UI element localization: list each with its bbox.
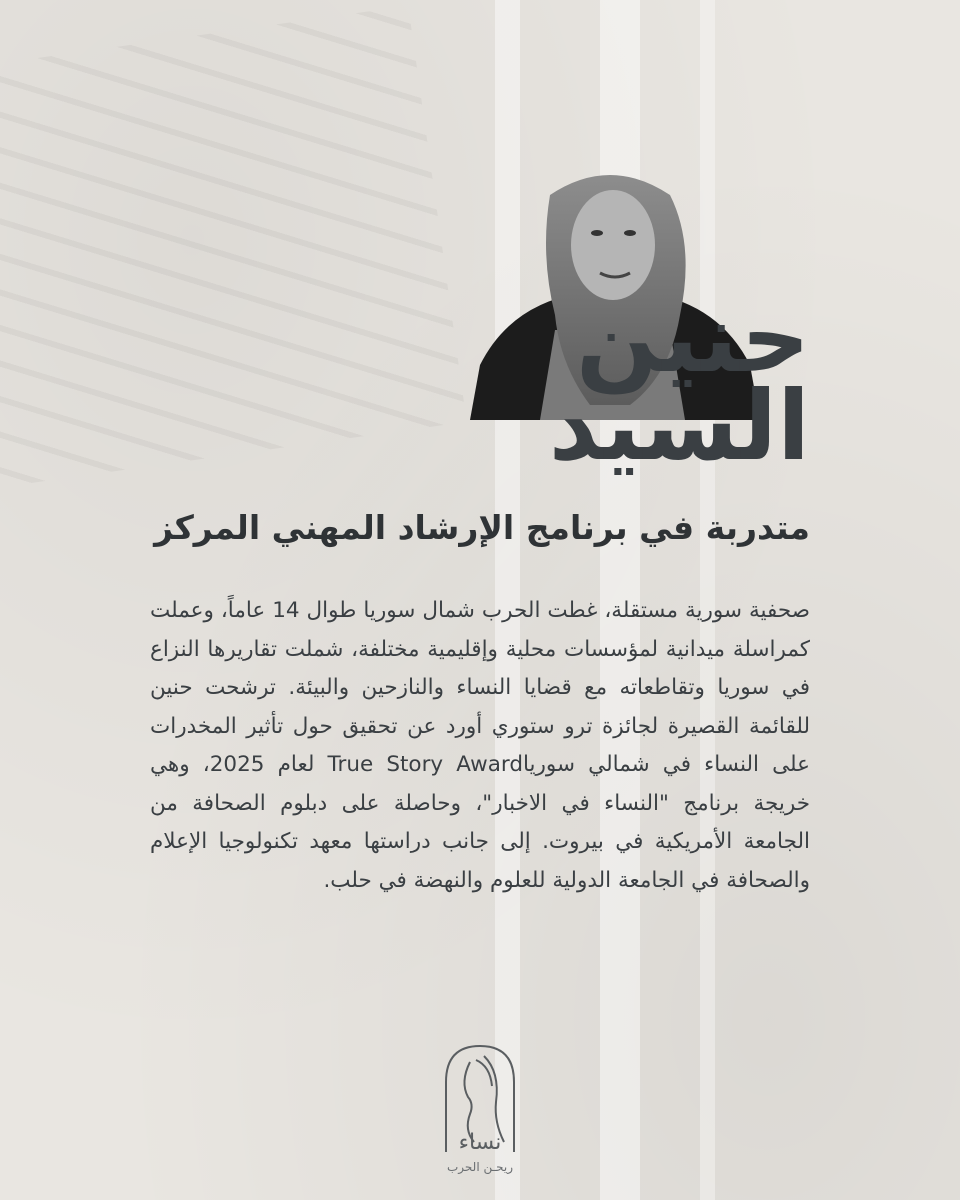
brand-title: نساء bbox=[458, 1130, 502, 1155]
brand-subtitle: ريحـن الحرب bbox=[447, 1160, 513, 1174]
leaf-shadow bbox=[0, 6, 467, 494]
name-first: حنين bbox=[576, 282, 810, 394]
role-heading: متدربة في برنامج الإرشاد المهني المركز bbox=[154, 508, 810, 547]
bio-paragraph: صحفية سورية مستقلة، غطت الحرب شمال سوريا طوال 14 عاماً، وعملت كمراسلة ميدانية لمؤسسات محلية وإقليمية مختلفة، شملت تقاريرها النزاع في سوريا وتقاطعاته مع قضايا النساء والنازحين والبيئة. ترشحت حنين للقائمة القصيرة لجائزة ترو ستوري أورد عن تحقيق حول تأثير المخدرات على النساء في شمالي سورياTrue Story Award لعام 2025، وهي خريجة برنامج "النساء في الاخبار"، وحاصلة على دبلوم الصحافة من الجامعة الأمريكية في بيروت. إلى جانب دراستها معهد تكنولوجيا الإعلام والصحافة في الجامعة الدولية للعلوم والنهضة في حلب. bbox=[150, 598, 810, 893]
name-last: السيد bbox=[548, 370, 810, 482]
